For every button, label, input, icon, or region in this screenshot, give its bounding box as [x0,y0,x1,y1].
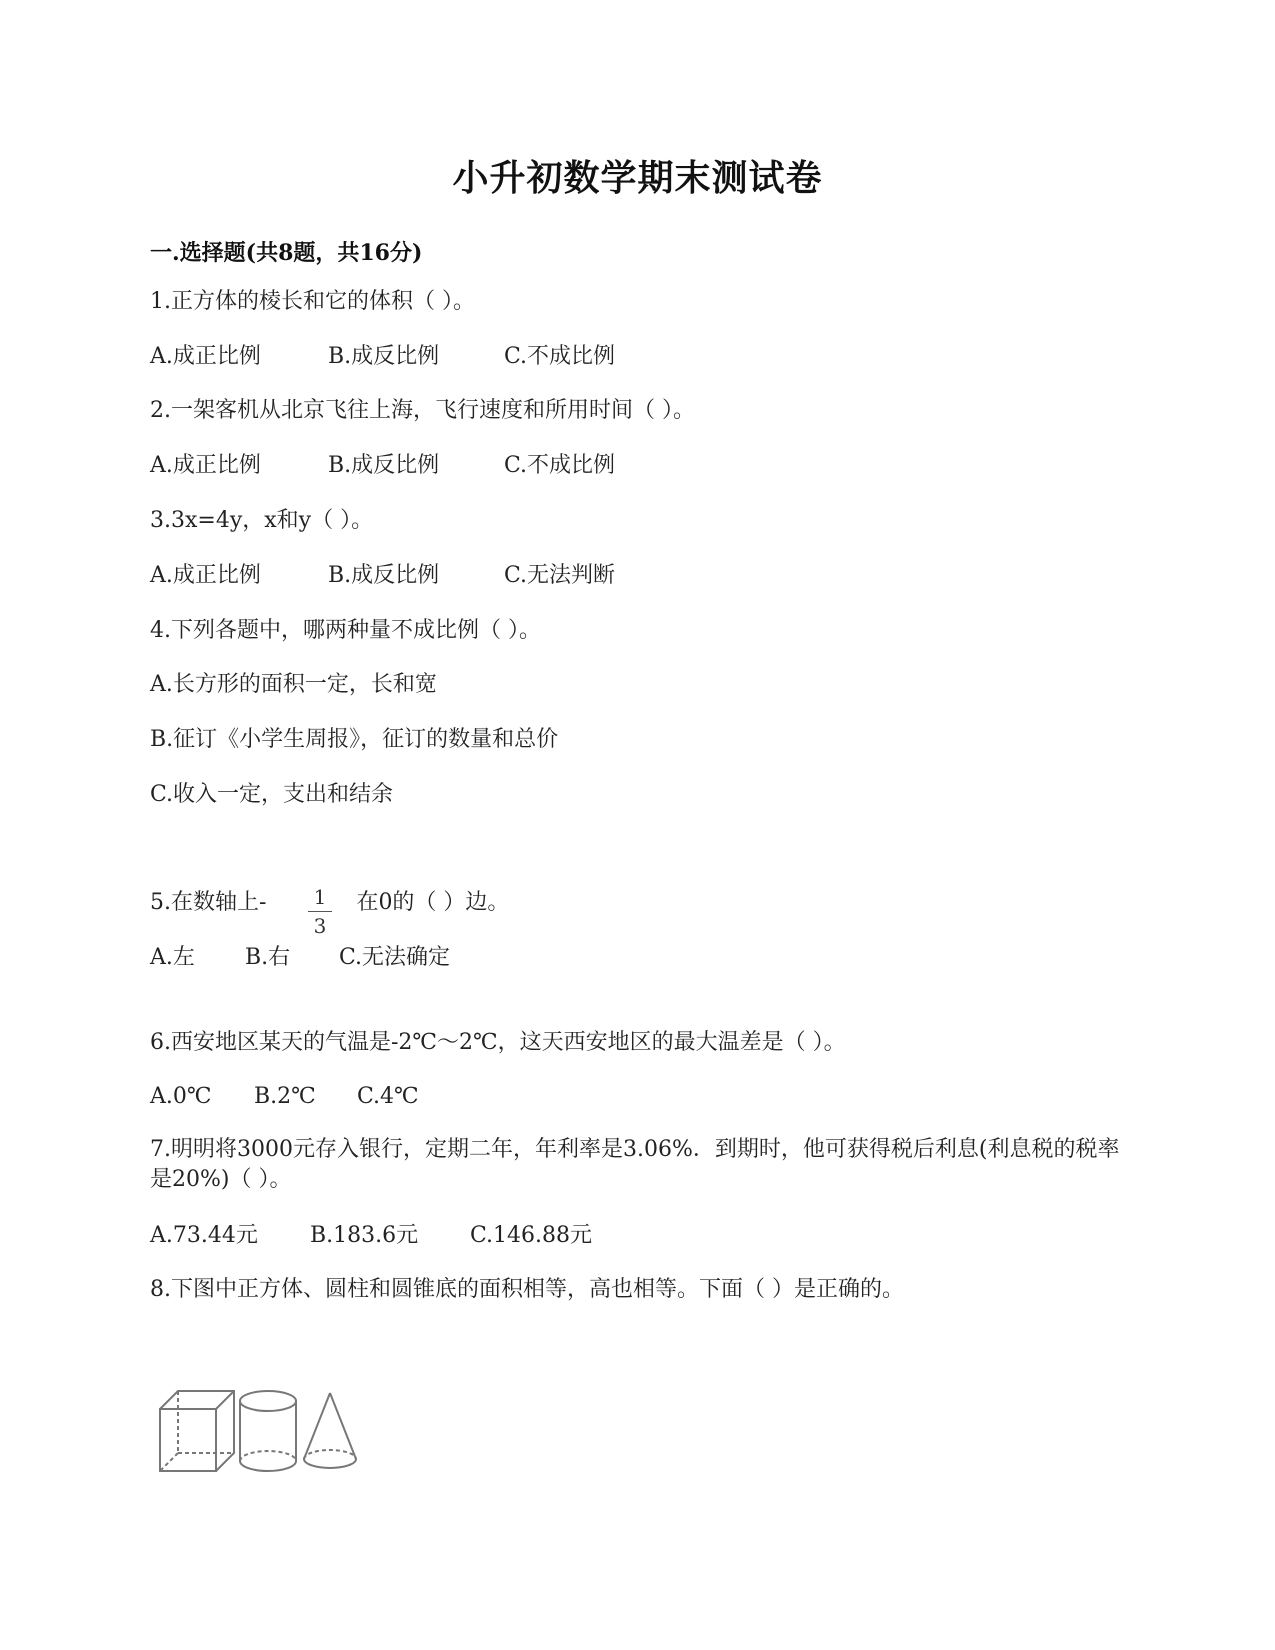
option-c: C.不成比例 [504,453,616,478]
option-c: C.无法判断 [504,563,616,588]
option-a: A.左 [150,945,195,970]
option-b: B.成反比例 [328,453,440,478]
fraction-bar [308,911,332,912]
question-7-options [150,1221,592,1251]
option-c: C.不成比例 [504,344,616,369]
option-c: C.无法确定 [339,945,451,970]
fraction-denominator: 3 [313,914,327,938]
option-b: B.成反比例 [328,563,440,588]
solids-figure [158,1385,368,1475]
question-6-options [150,1082,419,1112]
section-heading: 一.选择题(共8题，共16分) [150,240,423,266]
option-b: B.右 [245,945,291,970]
question-3-options [150,561,615,591]
option-b: B.183.6元 [310,1223,419,1248]
question-5-text-after: 在0的（ ）边。 [356,890,510,915]
option-b: B.成反比例 [328,344,440,369]
question-2-text: 2.一架客机从北京飞往上海，飞行速度和所用时间（ ）。 [150,398,695,423]
cube-icon [160,1391,234,1471]
question-6-text: 6.西安地区某天的气温是-2℃～2℃，这天西安地区的最大温差是（ ）。 [150,1030,846,1055]
cylinder-icon [240,1391,296,1471]
option-a: A.成正比例 [150,344,261,369]
option-a: A.成正比例 [150,453,261,478]
option-c: C.4℃ [357,1084,419,1109]
question-5-options [150,943,450,973]
cone-icon [304,1393,356,1468]
fraction-numerator: 1 [313,885,327,909]
option-b: B.2℃ [254,1084,316,1109]
question-1-text: 1.正方体的棱长和它的体积（ ）。 [150,289,475,314]
option-a: A.73.44元 [150,1223,258,1248]
question-4-option-c: C.收入一定，支出和结余 [150,782,394,807]
page-title: 小升初数学期末测试卷 [452,157,823,199]
option-a: A.0℃ [150,1084,212,1109]
fraction-one-third [305,885,335,938]
question-5-text-before: 5.在数轴上- [150,890,267,915]
question-1-options [150,342,615,372]
question-3-text: 3.3x=4y，x和y（ ）。 [150,508,374,533]
question-4-option-b: B.征订《小学生周报》，征订的数量和总价 [150,727,559,752]
question-7-text: 7.明明将3000元存入银行，定期二年，年利率是3.06%．到期时，他可获得税后利息(利息税的税率是20%)（ ）。 [150,1137,1120,1192]
option-a: A.成正比例 [150,563,261,588]
question-2-options [150,451,615,481]
option-c: C.146.88元 [470,1223,593,1248]
question-8-text: 8.下图中正方体、圆柱和圆锥底的面积相等，高也相等。下面（ ）是正确的。 [150,1277,904,1302]
question-4-option-a: A.长方形的面积一定，长和宽 [150,672,437,697]
question-4-text: 4.下列各题中，哪两种量不成比例（ ）。 [150,618,541,643]
